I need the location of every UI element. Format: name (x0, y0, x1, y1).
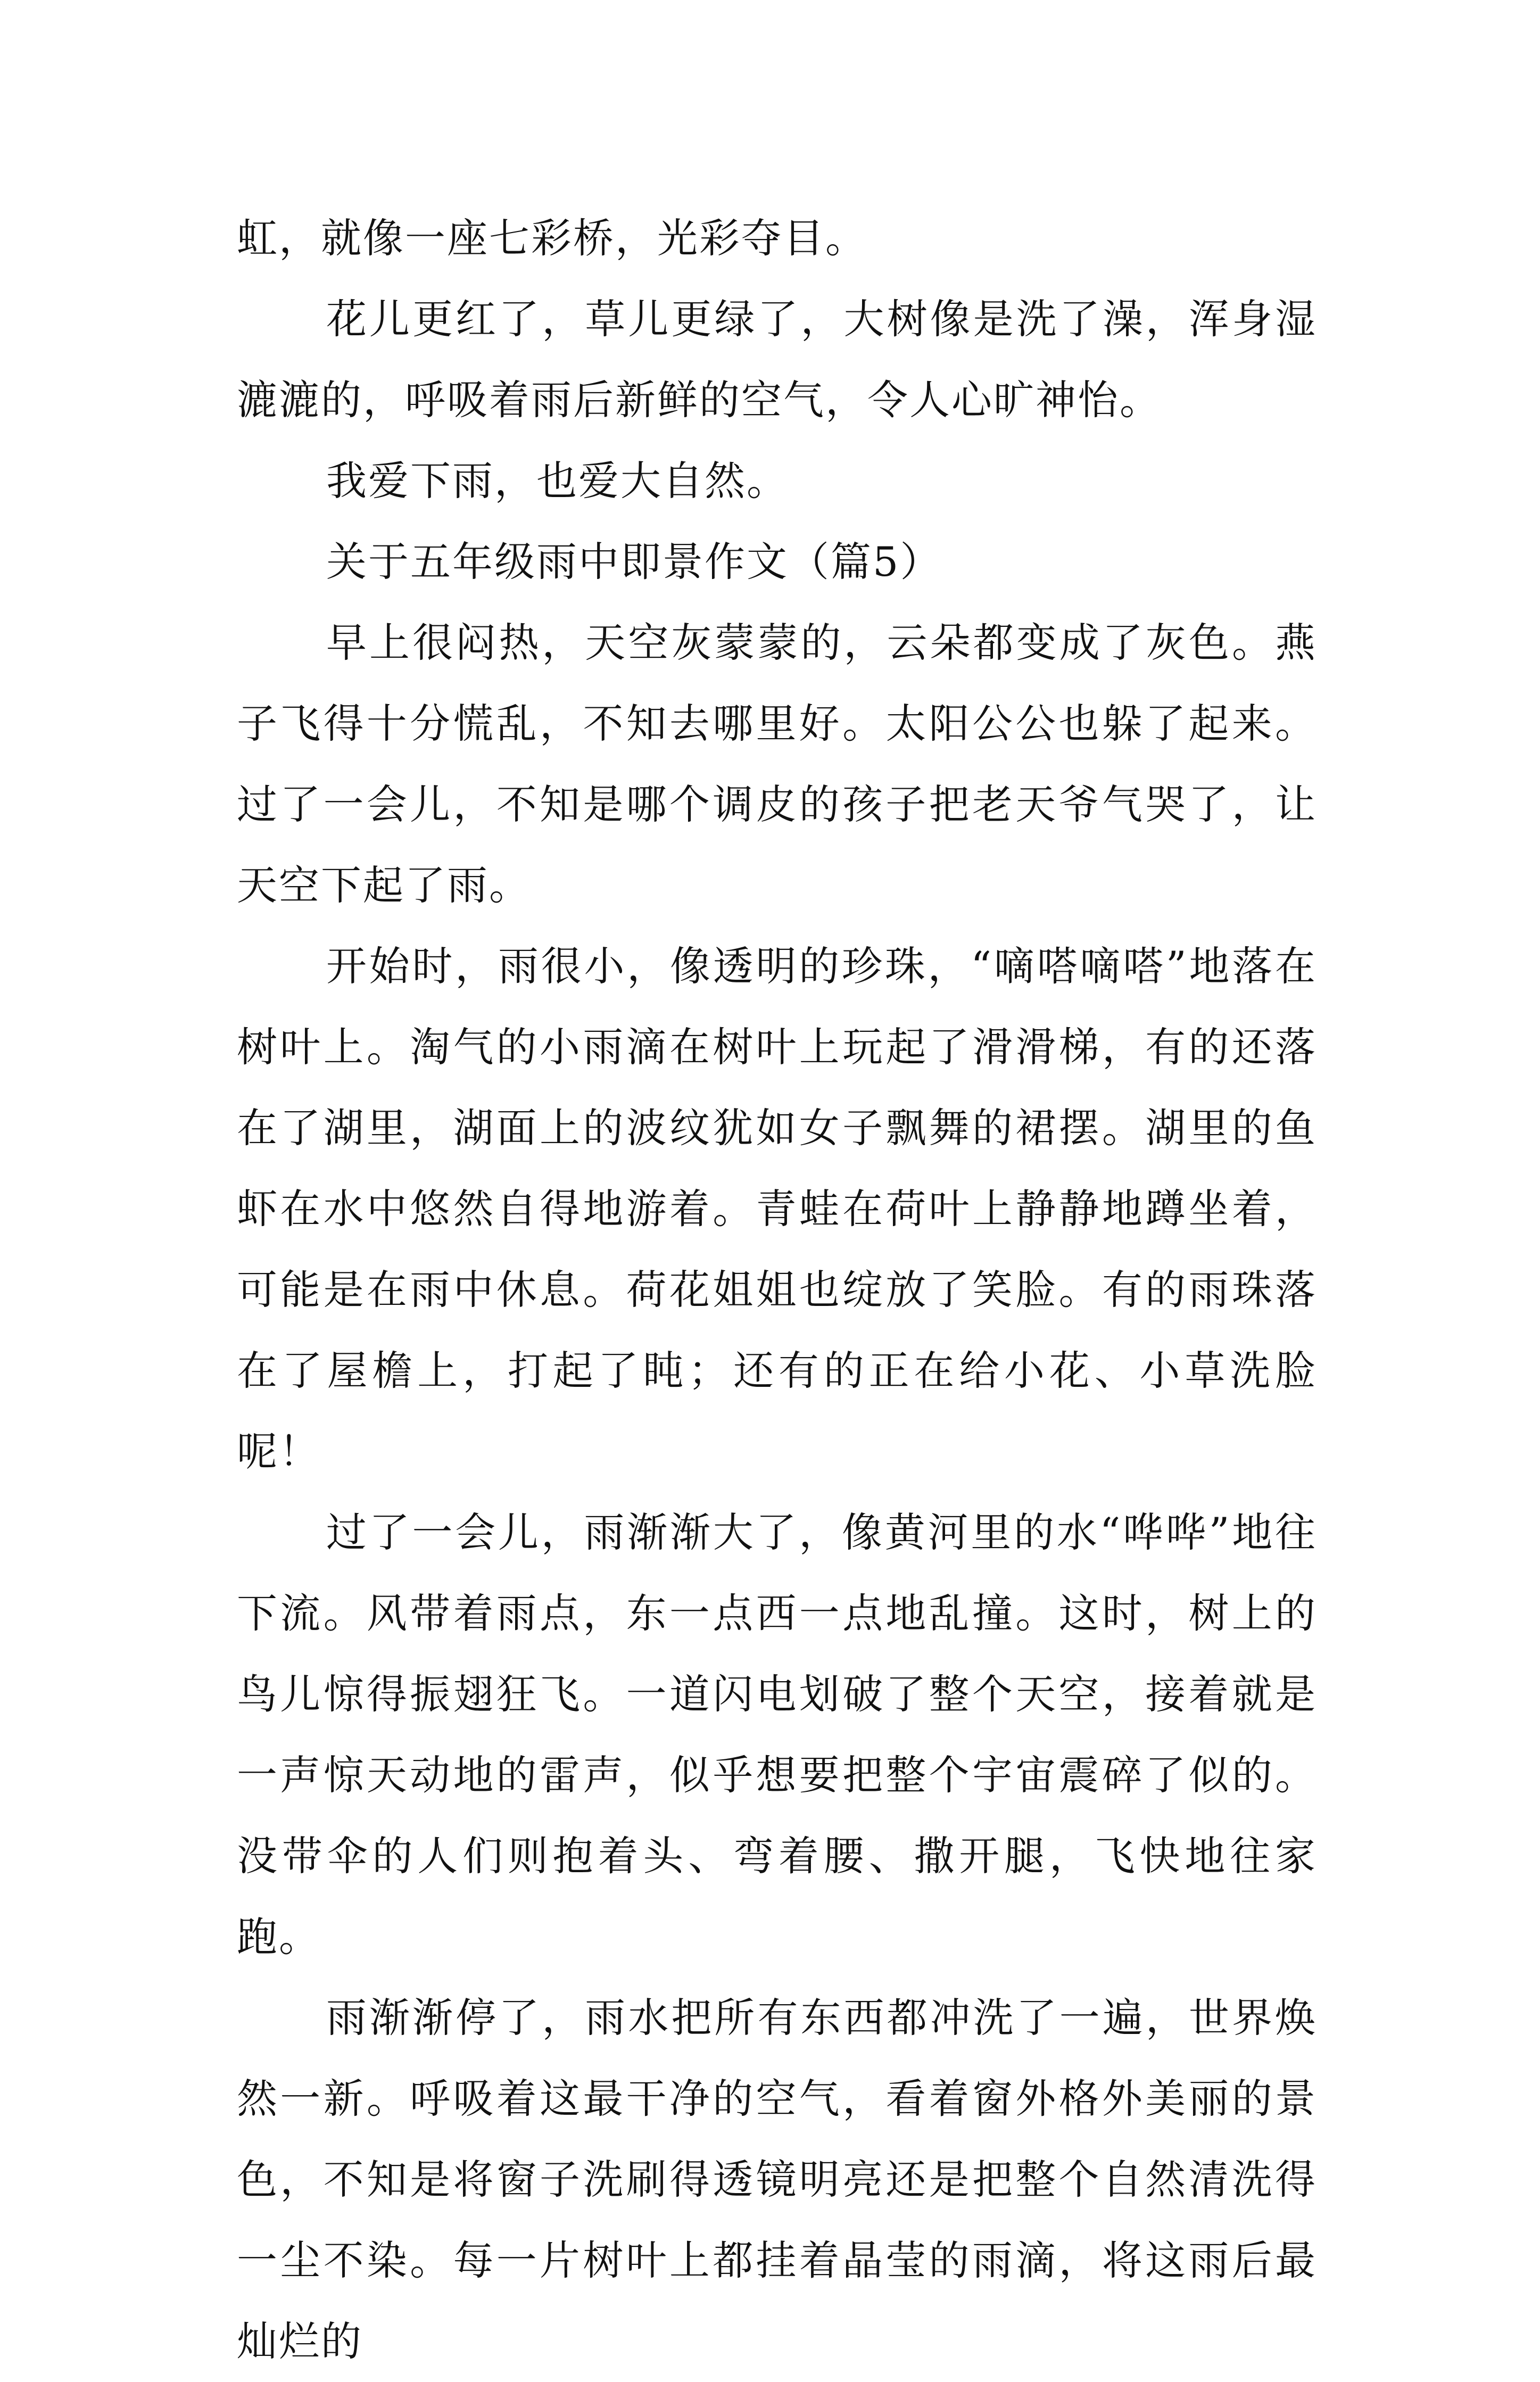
section-heading: 关于五年级雨中即景作文（篇5） (326, 538, 942, 585)
document-body (237, 198, 1317, 2382)
paragraph-morning: 早上很闷热，天空灰蒙蒙的，云朵都变成了灰色。燕子飞得十分慌乱，不知去哪里好。太阳公公也躲了起来。过了一会儿，不知是哪个调皮的孩子把老天爷气哭了，让天空下起了雨。 (237, 619, 1317, 909)
paragraph-after-rain: 雨渐渐停了，雨水把所有东西都冲洗了一遍，世界焕然一新。呼吸着这最干净的空气，看着窗外格外美丽的景色，不知是将窗子洗刷得透镜明亮还是把整个自然清洗得一尘不染。每一片树叶上都挂着晶莹的雨滴，将这雨后最灿烂的 (237, 1994, 1317, 2365)
paragraph-continuation: 虹，就像一座七彩桥，光彩夺目。 (237, 214, 867, 262)
paragraph-light-rain: 开始时，雨很小，像透明的珍珠，“嘀嗒嘀嗒”地落在树叶上。淘气的小雨滴在树叶上玩起了滑滑梯，有的还落在了湖里，湖面上的波纹犹如女子飘舞的裙摆。湖里的鱼虾在水中悠然自得地游着。青蛙在荷叶上静静地蹲坐着，可能是在雨中休息。荷花姐姐也绽放了笑脸。有的雨珠落在了屋檐上，打起了盹；还有的正在给小花、小草洗脸呢！ (237, 942, 1317, 1475)
paragraph-heavy-rain: 过了一会儿，雨渐渐大了，像黄河里的水“哗哗”地往下流。风带着雨点，东一点西一点地乱撞。这时，树上的鸟儿惊得振翅狂飞。一道闪电划破了整个天空，接着就是一声惊天动地的雷声，似乎想要把整个宇宙震碎了似的。没带伞的人们则抱着头、弯着腰、撒开腿，飞快地往家跑。 (237, 1509, 1317, 1961)
paragraph-love-rain: 我爱下雨，也爱大自然。 (326, 457, 789, 504)
paragraph-flowers: 花儿更红了，草儿更绿了，大树像是洗了澡，浑身湿漉漉的，呼吸着雨后新鲜的空气，令人心旷神怡。 (237, 295, 1317, 424)
